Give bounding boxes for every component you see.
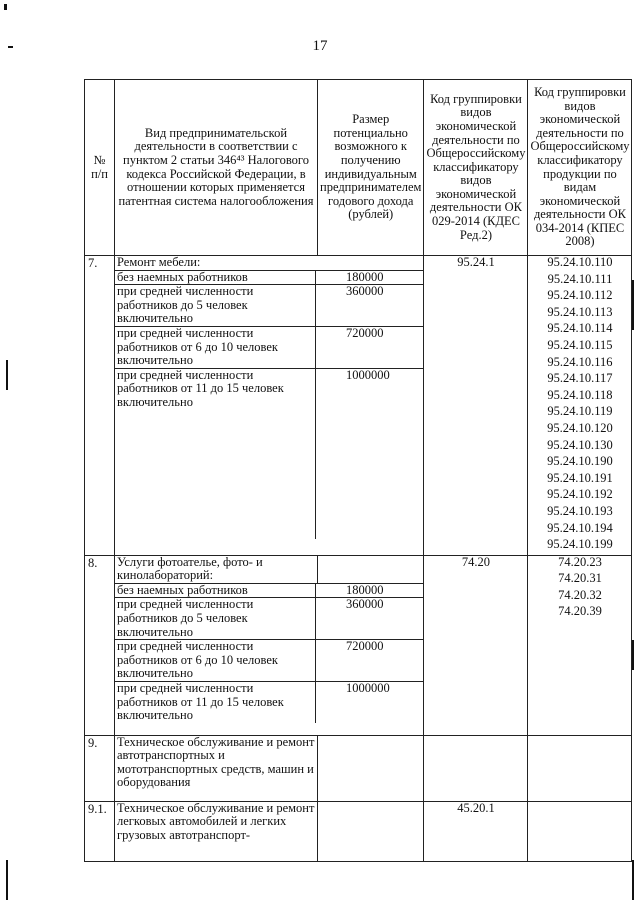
okpd-code: 95.24.10.114 (547, 321, 613, 336)
table-row (85, 256, 632, 556)
sub-income: 1000000 (346, 681, 390, 696)
sub-row (115, 270, 423, 285)
header-income: Размер потенциально возможного к получению индивидуальным предпринимателем годового дохода (рублей) (318, 80, 424, 256)
header-okved: Код группировки видов экономической деятельности по Общероссийскому классификатору видов экономической деятельности ОК 029-2014 (КДЕС Ред.2) (424, 80, 528, 256)
okpd-code: 95.24.10.111 (547, 271, 613, 286)
okpd-code: 95.24.10.115 (547, 337, 613, 352)
sub-income: 180000 (346, 269, 384, 284)
okved-code: 74.20 (424, 555, 528, 735)
table-row (85, 555, 632, 735)
activity-title: Ремонт мебели: (117, 255, 201, 269)
scan-artifact (4, 4, 7, 10)
sub-income: 1000000 (346, 367, 390, 382)
header-num: № п/п (85, 80, 115, 256)
sub-desc: при средней численности работников от 11 до 15 человек включительно (115, 369, 316, 539)
sub-row (115, 597, 423, 639)
okpd-code: 74.20.31 (558, 571, 602, 586)
row-number: 9.1. (85, 801, 115, 861)
okpd-codes (528, 735, 632, 801)
patent-activity-table (84, 79, 632, 862)
row-number: 8. (85, 555, 115, 735)
activity-title: Услуги фотоателье, фото- и кинолабораторий: (115, 556, 318, 583)
sub-desc: при средней численности работников до 5 человек включительно (115, 285, 316, 326)
activity-group (115, 555, 424, 735)
okved-code: 95.24.1 (424, 256, 528, 556)
okpd-code: 95.24.10.190 (547, 454, 613, 469)
okpd-code: 95.24.10.191 (547, 470, 613, 485)
header-activity: Вид предпринимательской деятельности в соответствии с пунктом 2 статьи 346⁴³ Налогового кодекса Российской Федерации, в отношении которых применяется патентная система налогообложения (115, 80, 318, 256)
okpd-code: 74.20.23 (558, 554, 602, 569)
sub-desc: при средней численности работников от 6 до 10 человек включительно (115, 640, 316, 681)
sub-row (115, 326, 423, 368)
okpd-code: 95.24.10.120 (547, 420, 613, 435)
okpd-code: 95.24.10.193 (547, 503, 613, 518)
sub-income: 360000 (346, 284, 384, 299)
okved-code: 45.20.1 (424, 801, 528, 861)
okpd-code: 95.24.10.199 (547, 537, 613, 552)
table-row (85, 801, 632, 861)
scan-artifact (632, 860, 634, 900)
sub-income: 180000 (346, 582, 384, 597)
sub-desc: без наемных работников (115, 271, 316, 285)
sub-desc: при средней численности работников от 11 до 15 человек включительно (115, 682, 316, 723)
sub-row (115, 368, 423, 539)
page-number: 17 (312, 38, 328, 54)
okpd-code: 95.24.10.118 (547, 387, 613, 402)
okpd-code: 95.24.10.113 (547, 304, 613, 319)
income-cell (318, 735, 424, 801)
activity-title: Техническое обслуживание и ремонт легковых автомобилей и легких грузовых автотранспорт- (115, 801, 318, 861)
okpd-code: 95.24.10.116 (547, 354, 613, 369)
okpd-code: 74.20.32 (558, 587, 602, 602)
okpd-code: 95.24.10.110 (547, 255, 613, 269)
okpd-code: 95.24.10.192 (547, 487, 613, 502)
okpd-codes (528, 555, 632, 735)
sub-income: 720000 (346, 639, 384, 654)
okpd-code: 95.24.10.112 (547, 288, 613, 303)
scan-artifact (632, 280, 634, 330)
header-okpd: Код группировки видов экономической деятельности по Общероссийскому классификатору продукции по видам экономической деятельности ОК 034-2014 (КПЕС 2008) (528, 80, 632, 256)
okpd-code: 95.24.10.117 (547, 371, 613, 386)
okpd-code: 95.24.10.119 (547, 404, 613, 419)
row-number: 9. (85, 735, 115, 801)
row-number: 7. (85, 256, 115, 556)
scan-artifact (6, 860, 8, 900)
sub-row (115, 583, 423, 598)
okpd-code: 74.20.39 (558, 604, 602, 619)
okpd-codes (528, 801, 632, 861)
sub-row (115, 639, 423, 681)
table-header-row (85, 80, 632, 256)
sub-row (115, 681, 423, 723)
okved-code (424, 735, 528, 801)
table-row (85, 735, 632, 801)
sub-desc: без наемных работников (115, 584, 316, 598)
activity-group (115, 256, 424, 556)
income-cell (318, 801, 424, 861)
sub-income: 360000 (346, 597, 384, 612)
sub-income: 720000 (346, 325, 384, 340)
okpd-codes (528, 256, 632, 556)
sub-row (115, 284, 423, 326)
scan-artifact (8, 46, 13, 48)
okpd-code: 95.24.10.194 (547, 520, 613, 535)
sub-desc: при средней численности работников до 5 человек включительно (115, 598, 316, 639)
activity-title: Техническое обслуживание и ремонт автотранспортных и мототранспортных средств, машин и оборудования (115, 735, 318, 801)
sub-desc: при средней численности работников от 6 до 10 человек включительно (115, 327, 316, 368)
scan-artifact (632, 640, 634, 670)
scan-artifact (6, 360, 8, 390)
okpd-code: 95.24.10.130 (547, 437, 613, 452)
